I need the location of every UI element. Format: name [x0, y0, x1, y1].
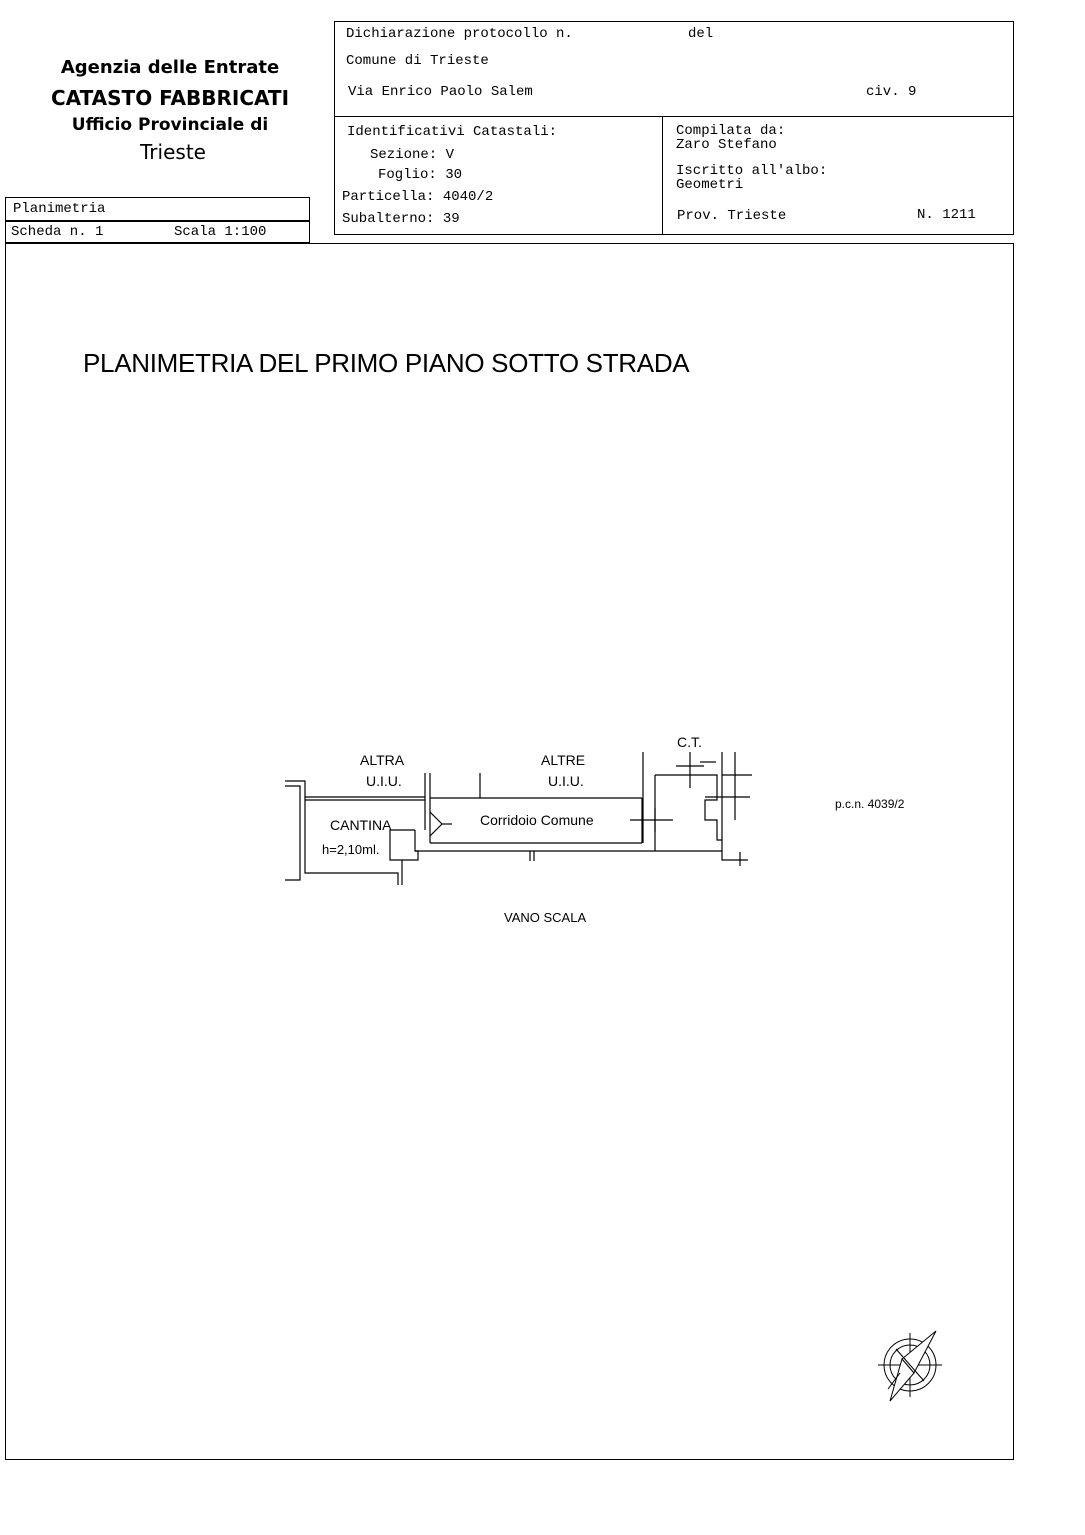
- address-label: Via Enrico Paolo Salem: [348, 84, 533, 100]
- label-cantina: CANTINA: [330, 817, 392, 833]
- scheda-number: Scheda n. 1: [11, 224, 104, 240]
- comune-label: Comune di Trieste: [346, 53, 489, 69]
- civic-number: civ. 9: [866, 84, 917, 100]
- label-altra: ALTRA: [360, 752, 405, 768]
- subalterno-field: Subalterno: 39: [342, 211, 460, 227]
- scheda-type: Planimetria: [13, 201, 106, 217]
- catasto-title: CATASTO FABBRICATI: [50, 86, 290, 110]
- label-ct: C.T.: [677, 734, 702, 750]
- compilata-label: Compilata da:: [676, 123, 786, 139]
- identificativi-title: Identificativi Catastali:: [347, 124, 558, 140]
- compass-rose-icon: [878, 1331, 942, 1401]
- plan-title: PLANIMETRIA DEL PRIMO PIANO SOTTO STRADA: [83, 348, 690, 378]
- sezione-field: Sezione: V: [370, 147, 455, 163]
- registration-number: N. 1211: [917, 207, 976, 223]
- office-city: Trieste: [140, 140, 206, 164]
- albo-label: Iscritto all'albo:: [676, 163, 828, 179]
- compilata-name: Zaro Stefano: [676, 137, 777, 153]
- label-height: h=2,10ml.: [322, 842, 380, 857]
- foglio-field: Foglio: 30: [378, 167, 463, 183]
- label-vano-scala: VANO SCALA: [504, 910, 587, 925]
- label-corridoio: Corridoio Comune: [480, 812, 594, 828]
- del-label: del: [688, 26, 714, 42]
- particella-field: Particella: 4040/2: [342, 189, 494, 205]
- scheda-scale: Scala 1:100: [174, 224, 267, 240]
- label-uiu-right: U.I.U.: [548, 773, 584, 789]
- label-pcn: p.c.n. 4039/2: [835, 797, 905, 811]
- province-label: Prov. Trieste: [677, 208, 787, 224]
- label-altre: ALTRE: [541, 752, 586, 768]
- albo-value: Geometri: [676, 177, 744, 193]
- dichiarazione-label: Dichiarazione protocollo n.: [346, 26, 573, 42]
- label-uiu-left: U.I.U.: [366, 773, 402, 789]
- agency-name: Agenzia delle Entrate: [60, 57, 280, 78]
- office-label: Ufficio Provinciale di: [71, 115, 269, 135]
